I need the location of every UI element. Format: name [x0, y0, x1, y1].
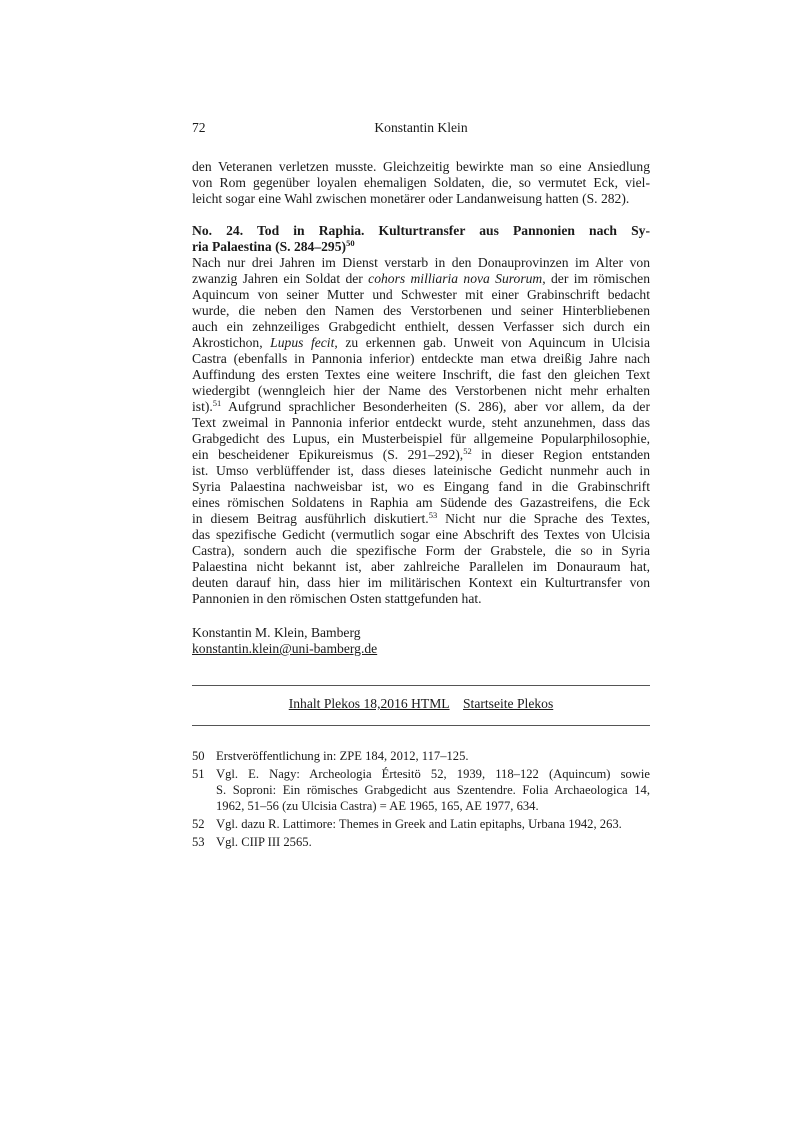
- contents-link[interactable]: Inhalt Plekos 18,2016 HTML: [288, 696, 450, 711]
- footnote: [192, 816, 650, 832]
- body-line: [192, 559, 650, 575]
- text-run: Palaestina nicht bekannt ist, aber zahlreiche Parallelen im Donauraum hat,: [192, 559, 650, 574]
- body-line: [192, 367, 650, 383]
- body-line: [192, 431, 650, 447]
- text-run: Text zweimal in Pannonia inferior entdeckt wurde, steht anzunehmen, dass das: [192, 415, 650, 430]
- paragraph1-line: [192, 159, 650, 175]
- footnote: [192, 834, 650, 850]
- text-run: No. 24. Tod in Raphia. Kulturtransfer aus Pannonien nach Sy-: [192, 223, 650, 238]
- footnote-ref[interactable]: 50: [346, 238, 355, 248]
- footnote-text: Vgl. E. Nagy: Archeologia Értesitö 52, 1939, 118–122 (Aquincum) sowie: [216, 767, 650, 781]
- navigation-links: [192, 696, 650, 712]
- text-run: ist).: [192, 399, 213, 414]
- body-line: [192, 527, 650, 543]
- text-run: Lupus fecit: [270, 335, 335, 350]
- text-run: Castra), sondern auch die spezifische Form der Grabstele, die so in Syria: [192, 543, 650, 558]
- footnote-text: S. Soproni: Ein römisches Grabgedicht aus Szentendre. Folia Archaeologica 14,: [216, 783, 650, 797]
- body-line: [192, 415, 650, 431]
- text-run: Syria Palaestina nachweisbar ist, wo es Eingang fand in die Grabinschrift: [192, 479, 650, 494]
- text-run: cohors milliaria nova Surorum: [368, 271, 543, 286]
- footnote-number: 53: [192, 835, 205, 849]
- text-run: Akrostichon,: [192, 335, 271, 350]
- body-line: [192, 383, 650, 399]
- body-line: [192, 335, 650, 351]
- body-line: [192, 255, 650, 271]
- text-run: ist. Umso verblüffender ist, dass dieses lateinische Gedicht nunmehr auch in: [192, 463, 650, 478]
- text-run: ria Palaestina (S. 284–295): [192, 239, 347, 254]
- text-run: zwanzig Jahren ein Soldat der: [192, 271, 369, 286]
- text-run: wiedergibt (wenngleich hier der Name des Verstorbenen nicht mehr erhalten: [192, 383, 650, 398]
- footnote-ref[interactable]: 52: [463, 446, 472, 456]
- text-run: in diesem Beitrag ausführlich diskutiert.: [192, 511, 429, 526]
- footnote-number: 52: [192, 817, 205, 831]
- text-run: Grabgedicht des Lupus, ein Musterbeispiel für allgemeine Popularphilosophie,: [192, 431, 650, 446]
- body-line: [192, 591, 650, 607]
- footnote-ref[interactable]: 51: [212, 398, 222, 408]
- body-line: [192, 319, 650, 335]
- home-link[interactable]: Startseite Plekos: [463, 696, 554, 711]
- text-run: Nicht nur die Sprache des Textes,: [437, 511, 650, 526]
- body-line: [192, 303, 650, 319]
- body-line: [192, 271, 650, 287]
- body-line: [192, 543, 650, 559]
- divider-bottom: [192, 725, 650, 726]
- body-line: [192, 399, 650, 415]
- body-line: [192, 495, 650, 511]
- section_heading-line: [192, 223, 650, 239]
- footnote-text: Vgl. CIIP III 2565.: [216, 835, 312, 849]
- text-run: , zu erkennen gab. Unweit von Aquincum in Ulcisia: [334, 335, 650, 350]
- body-line: [192, 287, 650, 303]
- body-line: [192, 511, 650, 527]
- text-run: eines römischen Soldatens in Raphia am Südende des Gazastreifens, die Eck: [192, 495, 650, 510]
- footnote-ref[interactable]: 53: [428, 510, 438, 520]
- body-line: [192, 463, 650, 479]
- running-head: Konstantin Klein: [374, 120, 468, 135]
- text-run: deuten darauf hin, dass hier im militärischen Kontext ein Kulturtransfer von: [192, 575, 650, 590]
- paragraph1-line: [192, 191, 650, 207]
- footnote-number: 50: [192, 749, 205, 763]
- body-line: [192, 447, 650, 463]
- text-run: Pannonien in den römischen Osten stattgefunden hat.: [192, 591, 482, 606]
- section_heading-line: [192, 239, 650, 255]
- text-run: auch ein zehnzeiliges Grabgedicht enthielt, dessen Verfasser sich durch ein: [192, 319, 650, 334]
- body-line: [192, 479, 650, 495]
- text-run: Nach nur drei Jahren im Dienst verstarb in den Donauprovinzen im Alter von: [192, 255, 650, 270]
- footnote-text: 1962, 51–56 (zu Ulcisia Castra) = AE 1965, 165, AE 1977, 634.: [216, 799, 539, 813]
- page-number: 72: [192, 120, 206, 135]
- body-line: [192, 351, 650, 367]
- text-run: das spezifische Gedicht (vermutlich sogar eine Abschrift des Textes von Ulcisia: [192, 527, 650, 542]
- footnote-text: Erstveröffentlichung in: ZPE 184, 2012, 117–125.: [216, 749, 469, 763]
- text-run: Auffindung des ersten Textes eine weitere Inschrift, die fast den gleichen Text: [192, 367, 650, 382]
- text-run: wurde, die neben den Namen des Verstorbenen und seiner Hinterbliebenen: [192, 303, 650, 318]
- text-run: Aquincum von seiner Mutter und Schwester mit einer Grabinschrift bedacht: [192, 287, 650, 302]
- footnote: [192, 748, 650, 764]
- text-run: den Veteranen verletzen musste. Gleichzeitig bewirkte man so eine Ansiedlung: [192, 159, 650, 174]
- text-run: Aufgrund sprachlicher Besonderheiten (S. 286), aber vor allem, da der: [221, 399, 650, 414]
- text-run: ein bescheidener Epikureismus (S. 291–292),: [192, 447, 464, 462]
- text-run: Castra (ebenfalls in Pannonia inferior) entdeckte man etwa dreißig Jahre nach: [192, 351, 650, 366]
- author-email-link[interactable]: konstantin.klein@uni-bamberg.de: [192, 641, 378, 656]
- author-signature: Konstantin M. Klein, Bamberg: [192, 625, 361, 640]
- footnote-number: 51: [192, 767, 205, 781]
- body-line: [192, 575, 650, 591]
- text-run: in dieser Region entstanden: [471, 447, 650, 462]
- text-run: , der im römischen: [542, 271, 651, 286]
- footnote-text: Vgl. dazu R. Lattimore: Themes in Greek and Latin epitaphs, Urbana 1942, 263.: [216, 817, 622, 831]
- text-run: von Rom gegenüber loyalen ehemaligen Soldaten, die, so vermutet Eck, viel-: [192, 175, 650, 190]
- paragraph1-line: [192, 175, 650, 191]
- divider-top: [192, 685, 650, 686]
- text-run: leicht sogar eine Wahl zwischen monetärer oder Landanweisung hatten (S. 282).: [192, 191, 630, 206]
- footnote: [192, 766, 650, 814]
